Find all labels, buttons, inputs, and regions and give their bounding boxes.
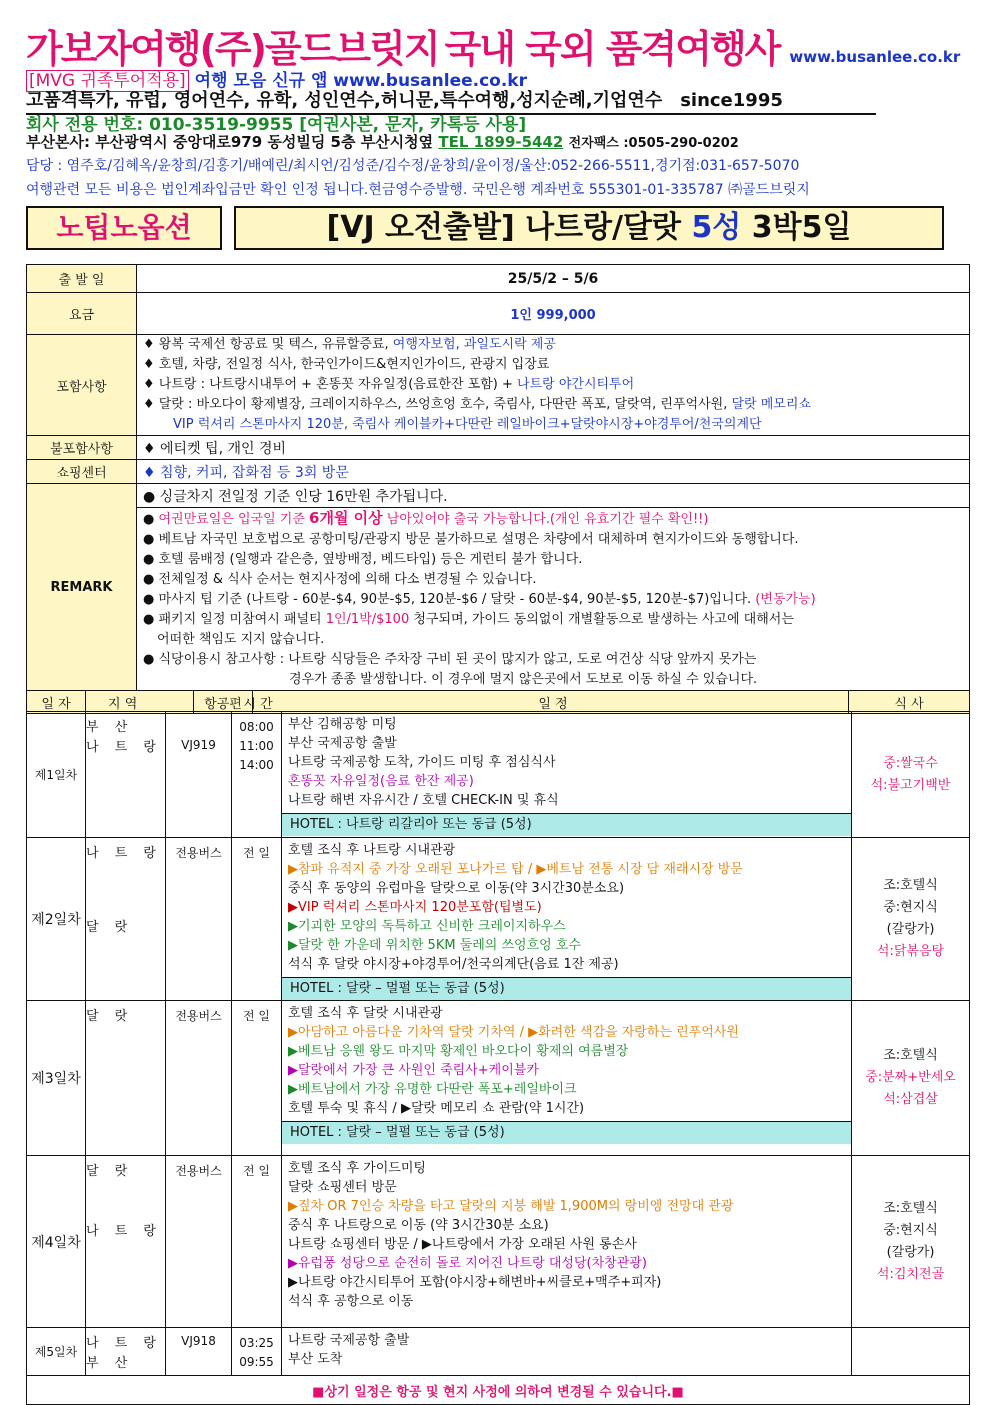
day-regions	[86, 838, 166, 1001]
plan-line: 나트랑 해변 자유시간 / 호텔 CHECK-IN 및 휴식	[288, 793, 559, 808]
meal-item: (갈랑가)	[886, 922, 935, 937]
plan-line: 부산 도착	[288, 1352, 343, 1367]
meals	[852, 838, 970, 1001]
include-vip: VIP 럭셔리 스톤마사지 120분, 죽림사 케이블카+다딴란 레일바이크+달랏야시장+야경투어/천국의계단	[173, 417, 762, 432]
include-item: ♦ 달랏 : 바오다이 황제별장, 크레이지하우스, 쓰엉흐엉 호수, 죽림사, 다딴란 폭포, 달랏역, 린푸억사원, 달랏 메모리쇼	[143, 397, 811, 412]
company-phone: 회사 전용 번호: 010-3519-9955 [여권사본, 문자, 카톡등 사용]	[26, 115, 527, 135]
meals	[852, 1001, 970, 1156]
day-plan	[282, 1156, 852, 1328]
plan-line: 호텔 투숙 및 휴식 / ▶달랏 메모리 쇼 관람(약 1시간)	[288, 1101, 585, 1116]
staff-line: 담당 : 염주호/김혜옥/윤창희/김홍기/배예린/최시언/김성준/김수정/윤창희/윤이정/울산:052-266-5511,경기점:031-657-5070	[26, 158, 800, 174]
plan-line: ▶유럽풍 성당으로 순전히 돌로 지어진 나트랑 대성당(차창관광)	[288, 1256, 647, 1271]
tour-title	[234, 206, 944, 250]
day-regions	[86, 712, 166, 838]
price-label: 요금	[27, 293, 137, 335]
exclude-value: ♦ 에티켓 팁, 개인 경비	[137, 436, 970, 460]
include-item: ♦ 나트랑 : 나트랑시내투어 + 혼똥꼿 자유일정(음료한잔 포함) + 나트랑 야간시티투어	[143, 377, 635, 392]
region-name: 부 산	[86, 1356, 134, 1371]
itinerary-table	[26, 264, 970, 714]
time-value: 08:00	[239, 720, 274, 734]
col-meal: 식 사	[849, 691, 970, 714]
day-regions	[86, 1156, 166, 1328]
meals	[852, 712, 970, 838]
day-plan	[282, 712, 852, 838]
price-value: 1인 999,000	[137, 293, 970, 335]
payment-notice: 여행관련 모든 비용은 법인계좌입금만 확인 인정 됩니다.현금영수증발행. 국민은행 계좌번호 555301-01-335787 ㈜골드브릿지	[26, 182, 810, 198]
day-label: 제2일차	[27, 838, 86, 1001]
region-name: 나 트 랑	[86, 846, 162, 861]
plan-line: ▶달랏 한 가운데 위치한 5KM 둘레의 쓰엉흐엉 호수	[288, 938, 581, 953]
plan-line: 석식 후 달랏 야시장+야경투어/천국의계단(음료 1잔 제공)	[288, 957, 619, 972]
col-day: 일 자	[27, 691, 86, 714]
col-time: 시 간	[243, 696, 273, 712]
region-name: 나 트 랑	[86, 1224, 162, 1239]
remark-item: ● 베트남 자국민 보호법으로 공항미팅/관광지 방문 불가하므로 설명은 차량에서 대체하며 현지가이드와 동행합니다.	[143, 532, 799, 547]
times	[232, 1156, 282, 1328]
times	[232, 1328, 282, 1376]
times	[232, 712, 282, 838]
mvg-badge: [MVG 귀족투어적용]	[26, 70, 189, 92]
time-value: 14:00	[239, 758, 274, 772]
day-row	[27, 712, 970, 838]
plan-line: ▶베트남 응웬 왕도 마지막 황제인 바오다이 황제의 여름별장	[288, 1044, 629, 1059]
tour-title-duration: 3박5일	[751, 210, 852, 245]
plan-line: 석식 후 공항으로 이동	[288, 1294, 414, 1309]
include-item: ♦ 왕복 국제선 항공료 및 텍스, 유류할증료, 여행자보험, 과일도시락 제공	[143, 337, 556, 352]
since-text: since1995	[680, 90, 783, 111]
app-promo[interactable]: 여행 모음 신규 앱 www.busanlee.co.kr	[194, 71, 527, 91]
time-value: 전 일	[243, 1009, 270, 1023]
region-name: 나 트 랑	[86, 1336, 162, 1351]
flight-no: VJ918	[166, 1328, 232, 1376]
day-regions	[86, 1328, 166, 1376]
footer-notice: ■상기 일정은 항공 및 현지 사정에 의하여 변경될 수 있습니다.■	[27, 1376, 970, 1405]
remark-item: ● 호텔 룸배정 (일행과 같은층, 옆방배정, 베드타입) 등은 게런티 불가 합니다.	[143, 552, 583, 567]
meal-item: (갈랑가)	[886, 1244, 935, 1260]
tour-title-grade: 5성	[691, 210, 742, 245]
plan-line: 나트랑 국제공항 도착, 가이드 미팅 후 점심식사	[288, 755, 556, 770]
day-regions	[86, 1001, 166, 1156]
day-label: 제4일차	[27, 1156, 86, 1328]
meal-item: 석:삼겹살	[883, 1092, 938, 1107]
title-bar	[26, 206, 944, 250]
company-name: 가보자여행(주)골드브릿지	[26, 27, 439, 71]
remark-item: ● 마사지 팁 기준 (나트랑 - 60분-$4, 90분-$5, 120분-$6 / 달랏 - 60분-$4, 90분-$5, 120분-$7)입니다. (변동가능)	[143, 592, 816, 607]
region-name: 부 산	[86, 720, 134, 735]
website-link[interactable]: www.busanlee.co.kr	[789, 48, 961, 66]
plan-line: 호텔 조식 후 달랏 시내관광	[288, 1006, 443, 1021]
remark-item: ● 여권만료일은 입국일 기준 6개월 이상 남아있어야 출국 가능합니다.(개인 유효기간 필수 확인!!)	[143, 509, 709, 527]
flight-no: 전용버스	[166, 1156, 232, 1328]
time-value: 09:55	[239, 1355, 274, 1369]
fax-number: 전자팩스 :0505-290-0202	[568, 136, 739, 151]
plan-line: ▶VIP 럭셔리 스톤마사지 120분포함(팁별도)	[288, 900, 542, 915]
remark-item: ● 식당이용시 참고사항 : 나트랑 식당들은 주차장 구비 된 곳이 많지가 않고, 도로 여건상 식당 앞까지 못가는	[143, 652, 757, 667]
plan-line: ▶아담하고 아름다운 기차역 달랏 기차역 / ▶화려한 색감을 자랑하는 린푸억사원	[288, 1025, 739, 1040]
plan-line: 호텔 조식 후 나트랑 시내관광	[288, 843, 456, 858]
include-item: ♦ 호텔, 차량, 전일정 식사, 한국인가이드&현지인가이드, 관광지 입장료	[143, 357, 550, 372]
region-name: 나 트 랑	[86, 740, 162, 755]
depart-label: 출 발 일	[27, 265, 137, 293]
remark-item: 어떠한 책임도 지지 않습니다.	[157, 632, 325, 647]
flight-no: 전용버스	[166, 838, 232, 1001]
day-plan	[282, 1328, 852, 1376]
include-list	[137, 335, 970, 436]
meal-item: 조:호텔식	[883, 1200, 938, 1216]
no-tip-badge: 노팁노옵션	[26, 206, 222, 250]
meal-item: 석:김치전골	[876, 1266, 945, 1282]
hotel-info: HOTEL : 달랏 – 멀펄 또는 동급 (5성)	[282, 977, 851, 1000]
region-name: 달 랏	[86, 920, 134, 935]
hotel-info: HOTEL : 달랏 – 멀펄 또는 동급 (5성)	[282, 1121, 851, 1144]
plan-line: ▶나트랑 야간시티투어 포함(야시장+해변바+씨클로+맥주+피자)	[288, 1275, 662, 1290]
plan-line: 부산 국제공항 출발	[288, 736, 397, 751]
meals	[852, 1156, 970, 1328]
day-row	[27, 838, 970, 1001]
meal-item: 석:닭볶음탕	[876, 944, 945, 959]
include-label: 포함사항	[27, 335, 137, 436]
time-value: 전 일	[243, 846, 270, 860]
plan-line: 나트랑 국제공항 출발	[288, 1333, 410, 1348]
remark-item: 경우가 종종 발생합니다. 이 경우에 멀지 않은곳에서 도보로 이동 하실 수 있습니다.	[289, 672, 758, 687]
shop-value: ♦ 침향, 커피, 잡화점 등 3회 방문	[137, 460, 970, 484]
exclude-label: 불포함사항	[27, 436, 137, 460]
col-plan: 일 정	[538, 696, 568, 712]
plan-line: 혼똥꼿 자유일정(음료 한잔 제공)	[288, 774, 474, 789]
meal-item: 조:호텔식	[883, 1048, 938, 1063]
company-header	[26, 18, 972, 71]
meal-item: 중:현지식	[883, 1222, 938, 1238]
plan-line: ▶베트남에서 가장 유명한 다딴란 폭포+레일바이크	[288, 1082, 577, 1097]
times	[232, 1001, 282, 1156]
time-value: 11:00	[239, 739, 274, 753]
meal-item: 조:호텔식	[883, 878, 938, 893]
meal-item: 중:분짜+반세오	[865, 1070, 956, 1085]
meal-item: 중:현지식	[883, 900, 938, 915]
tour-title-prefix: [VJ 오전출발] 나트랑/달랏	[326, 210, 681, 245]
day-plan	[282, 838, 852, 1001]
plan-line: ▶기괴한 모양의 독특하고 신비한 크레이지하우스	[288, 919, 566, 934]
col-flight: 항공편	[194, 691, 253, 714]
meal-item: 중:쌀국수	[883, 755, 938, 771]
plan-line: 중식 후 나트랑으로 이동 (약 3시간30분 소요)	[288, 1218, 549, 1233]
remark-list	[137, 508, 970, 691]
address-line	[26, 131, 972, 152]
plan-line: ▶달랏에서 가장 큰 사원인 죽림사+케이블카	[288, 1063, 539, 1078]
region-name: 달 랏	[86, 1009, 134, 1024]
address-text: 부산본사: 부산광역시 중앙대로979 동성빌딩 5층 부산시청옆	[26, 133, 434, 151]
services-text: 고품격특가, 유럽, 영어연수, 유학, 성인연수,허니문,특수여행,성지순례,기업연수	[26, 90, 663, 111]
remark-item: ● 패키지 일정 미참여시 패널티 1인/1박/$100 청구되며, 가이드 동의없이 개별활동으로 발생하는 사고에 대해서는	[143, 612, 794, 627]
meals	[852, 1328, 970, 1376]
plan-line: 중식 후 동양의 유럽마을 달랏으로 이동(약 3시간30분소요)	[288, 881, 625, 896]
remark-label: REMARK	[27, 484, 137, 691]
time-value: 전 일	[243, 1164, 270, 1178]
day-label: 제1일차	[27, 712, 86, 838]
company-tagline: 국내 국외 품격여행사	[444, 27, 780, 71]
time-value: 03:25	[239, 1336, 274, 1350]
col-region: 지 역	[86, 691, 194, 714]
day-label: 제5일차	[27, 1328, 86, 1376]
plan-line: 부산 김해공항 미팅	[288, 717, 397, 732]
plan-line: 호텔 조식 후 가이드미팅	[288, 1161, 426, 1176]
day-row	[27, 1156, 970, 1328]
day-row	[27, 1328, 970, 1376]
day-row	[27, 1001, 970, 1156]
region-name: 달 랏	[86, 1164, 134, 1179]
plan-line: ▶짚차 OR 7인승 차량을 타고 달랏의 지붕 해발 1,900M의 랑비엥 전망대 관광	[288, 1199, 734, 1214]
depart-value: 25/5/2 – 5/6	[137, 265, 970, 293]
schedule-table	[26, 711, 970, 1405]
shop-label: 쇼핑센터	[27, 460, 137, 484]
tel-number[interactable]: TEL 1899-5442	[438, 133, 564, 151]
times	[232, 838, 282, 1001]
single-charge: ● 싱글차지 전일정 기준 인당 16만원 추가됩니다.	[137, 484, 970, 508]
remark-item: ● 전체일정 & 식사 순서는 현지사정에 의해 다소 변경될 수 있습니다.	[143, 572, 537, 587]
day-label: 제3일차	[27, 1001, 86, 1156]
hotel-info: HOTEL : 나트랑 리갈리아 또는 동급 (5성)	[282, 813, 851, 836]
meal-item: 석:불고기백반	[870, 777, 951, 793]
day-plan	[282, 1001, 852, 1156]
plan-line: ▶참파 유적지 중 가장 오래된 포나가르 탑 / ▶베트남 전통 시장 담 재래시장 방문	[288, 862, 743, 877]
plan-line: 나트랑 쇼핑센터 방문 / ▶나트랑에서 가장 오래된 사원 롱손사	[288, 1237, 637, 1252]
plan-line: 달랏 쇼핑센터 방문	[288, 1180, 397, 1195]
flight-no: 전용버스	[166, 1001, 232, 1156]
flight-no: VJ919	[166, 712, 232, 838]
